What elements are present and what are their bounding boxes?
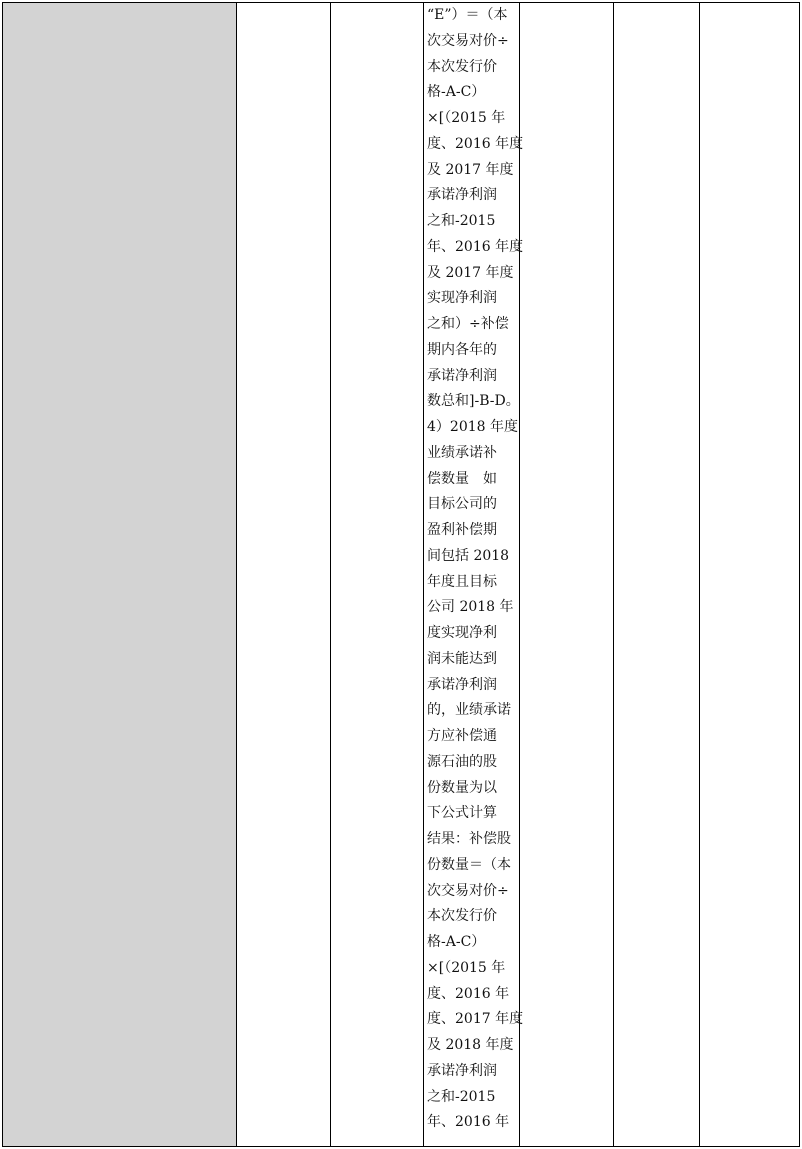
text-line: ×[（2015 年 [427,959,506,976]
text-line: 本次发行价 [427,58,497,75]
text-line: 格-A-C） [427,934,486,950]
text-line: 偿数量 如 [427,470,497,487]
text-line: 次交易对价÷ [427,32,509,49]
empty-cell [520,3,614,1147]
text-line: 及 2017 年度 [427,161,514,178]
text-line: 之和）÷补偿 [427,316,509,332]
empty-cell [237,3,331,1147]
empty-cell [614,3,700,1147]
text-line: 之和-2015 [427,213,496,229]
text-line: 度实现净利 [427,625,497,641]
text-line: 承诺净利润 [427,187,497,204]
text-line: 承诺净利润 [427,676,497,693]
text-line: 盈利补偿期 [427,522,497,538]
text-line: 业绩承诺补 [427,444,497,461]
text-line: “E”）＝（本 [427,7,508,23]
text-line: 格-A-C） [427,84,486,101]
text-line: 承诺净利润 [427,1062,497,1079]
text-line: 份数量＝（本 [427,856,511,873]
text-line: 方应补偿通 [427,728,497,744]
text-line: 承诺净利润 [427,367,497,384]
text-line: 4）2018 年度 [427,419,518,435]
text-line: 年、2016 年度 [427,238,524,255]
cell-paragraph [424,3,524,1136]
text-line: 目标公司的 [427,496,497,513]
text-line: 间包括 2018 [427,547,510,564]
text-line: 及 2017 年度 [427,264,514,281]
text-line: 度、2016 年 [427,985,510,1002]
text-line: 下公式计算 [427,805,497,822]
empty-cell [331,3,424,1147]
text-line: 公司 2018 年 [427,599,514,616]
text-line: ×[（2015 年 [427,110,506,126]
text-line: 源石油的股 [427,753,497,770]
text-cell [424,3,524,1147]
text-line: 之和-2015 [427,1088,496,1105]
document-table [2,2,800,1147]
text-line: 及 2018 年度 [427,1037,514,1053]
text-line: 实现净利润 [427,290,497,307]
text-line: 的，业绩承诺 [427,702,511,719]
text-line: 润未能达到 [427,650,497,667]
table-row [3,3,800,1147]
shaded-label-cell [3,3,237,1147]
text-line: 数总和]-B-D。 [427,393,520,410]
text-line: 份数量为以 [427,779,497,796]
text-line: 度、2016 年度 [427,135,524,152]
text-line: 期内各年的 [427,341,497,358]
text-line: 度、2017 年度 [427,1011,524,1028]
text-line: 本次发行价 [427,908,497,925]
text-line: 结果：补偿股 [427,831,511,847]
empty-cell [700,3,800,1147]
text-line: 年、2016 年 [427,1114,510,1131]
text-line: 次交易对价÷ [427,882,509,899]
text-line: 年度且目标 [427,573,497,590]
